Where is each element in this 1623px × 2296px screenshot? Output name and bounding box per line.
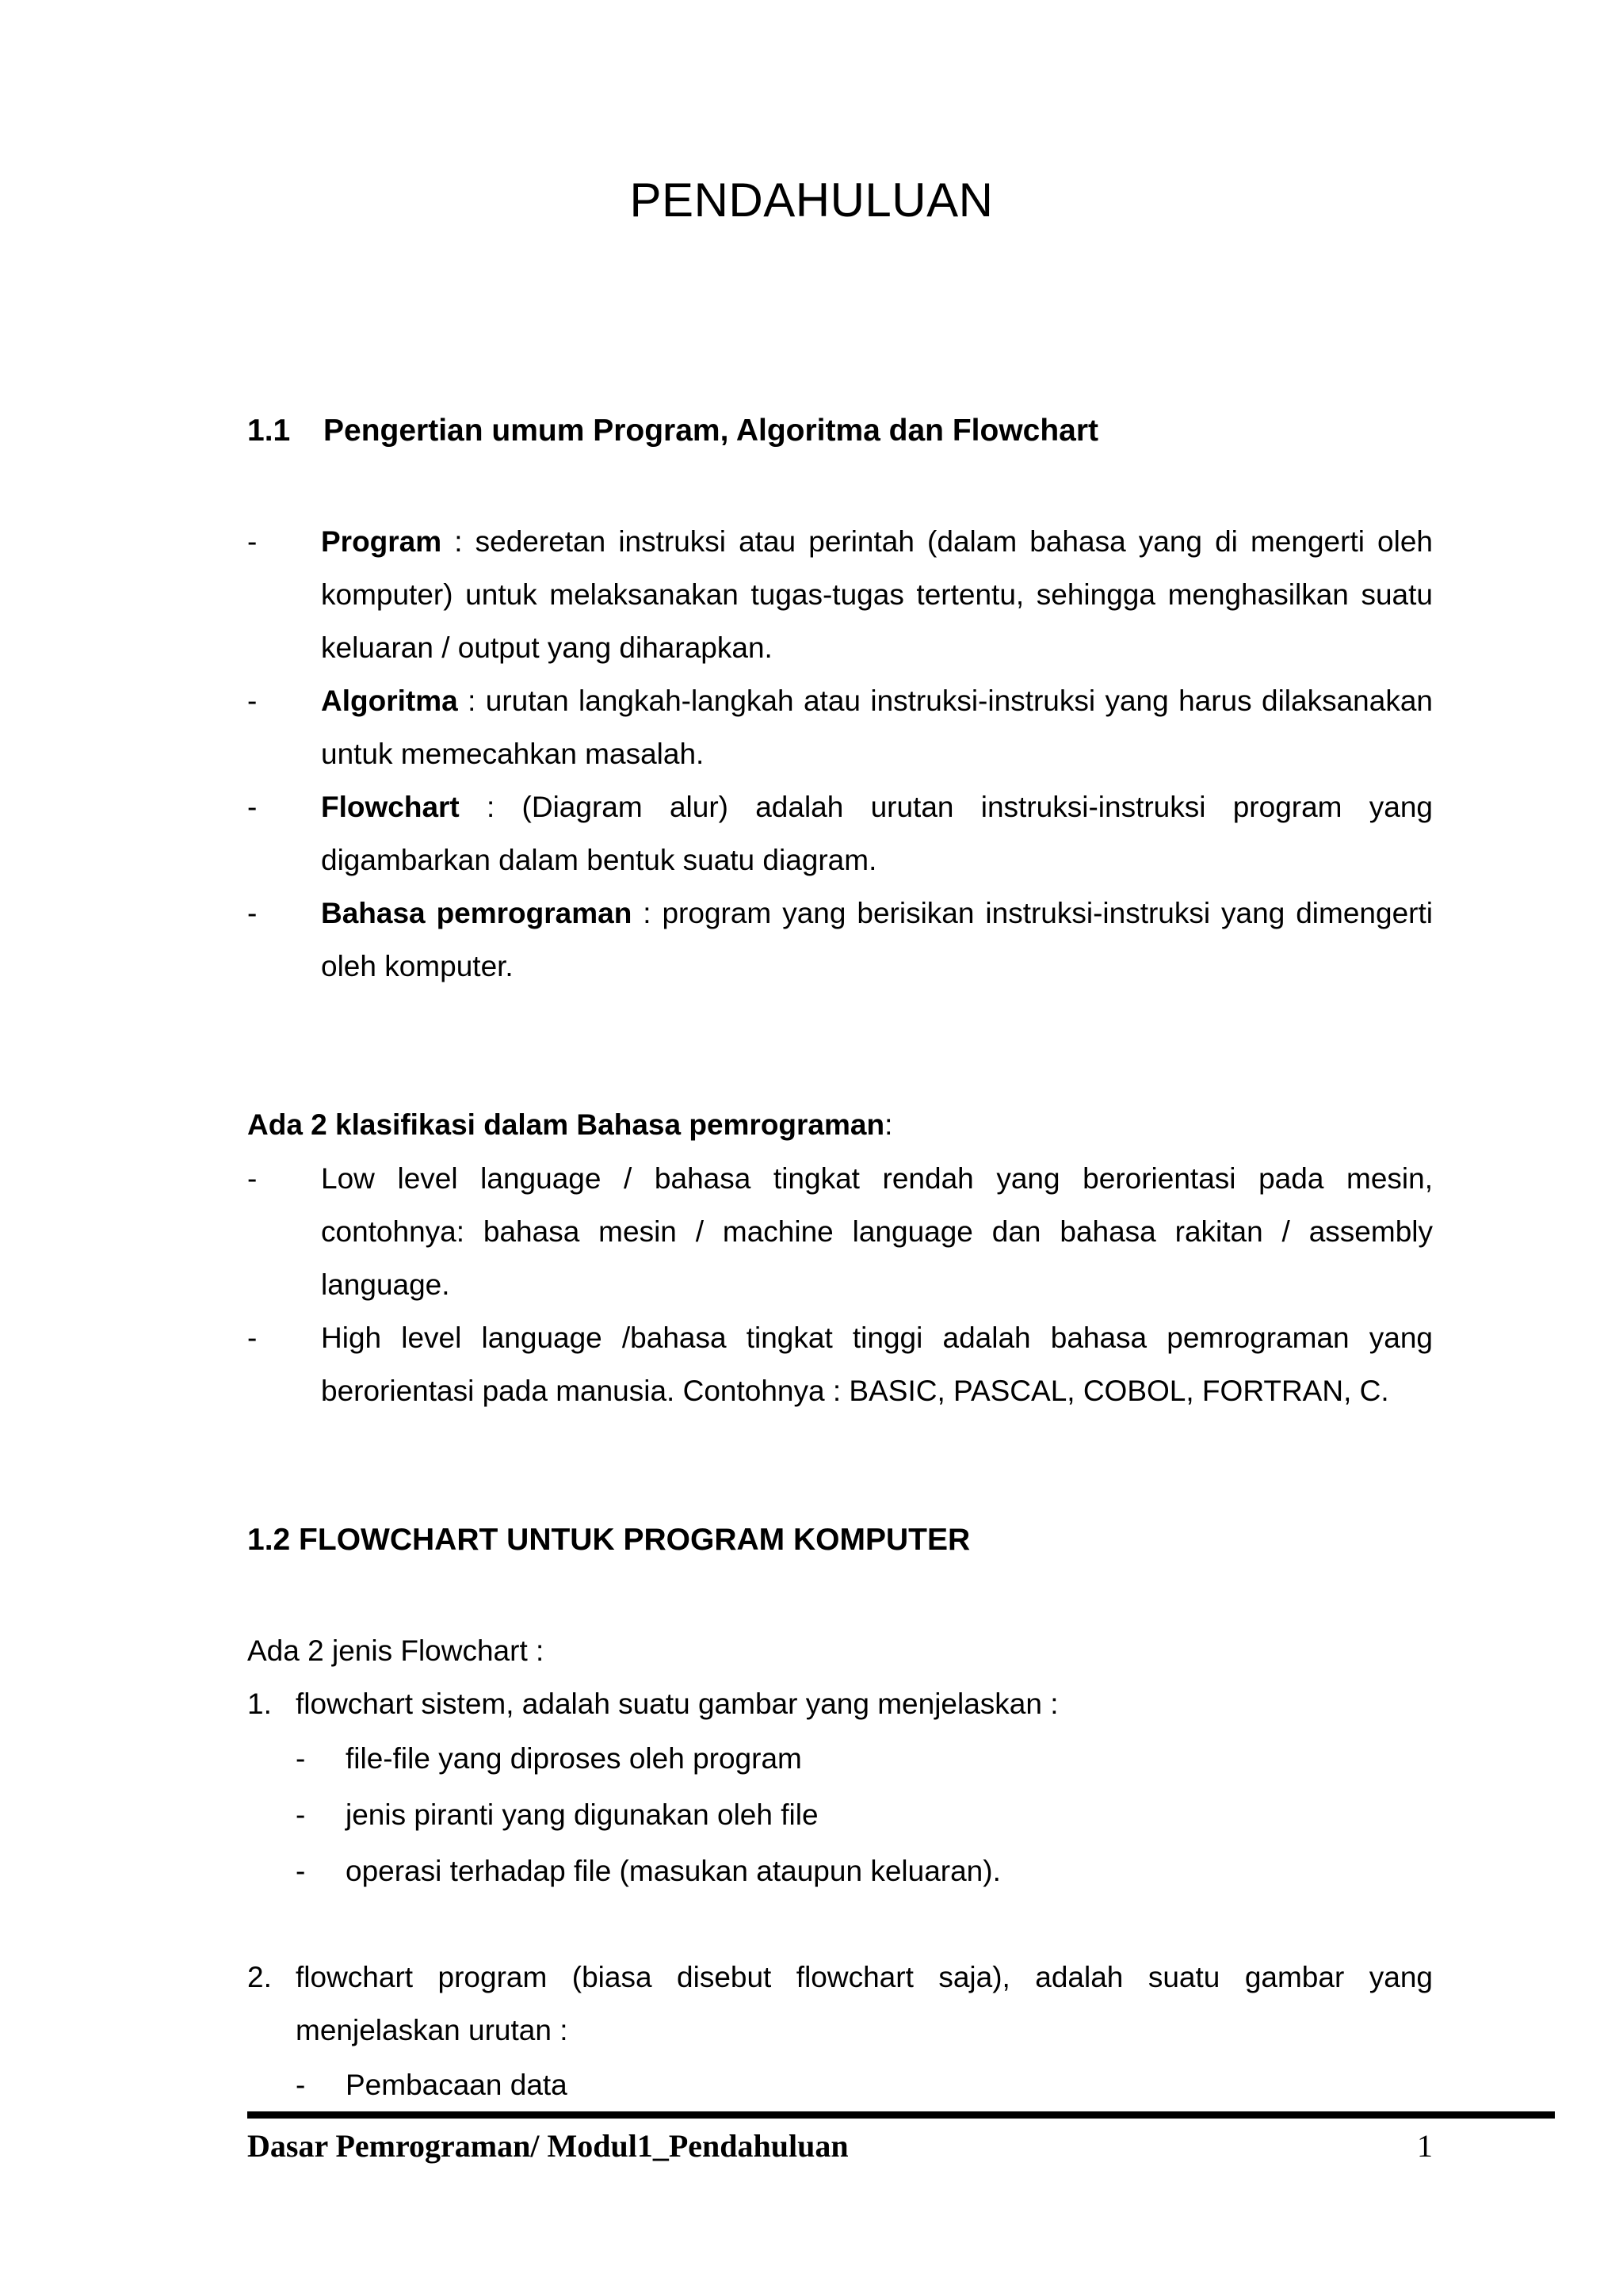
sub-item-text: file-file yang diproses oleh program bbox=[346, 1742, 802, 1775]
section-title: Pengertian umum Program, Algoritma dan Flowchart bbox=[323, 414, 1099, 448]
bullet-dash: - bbox=[247, 897, 258, 929]
classification-item bbox=[247, 1152, 1433, 1311]
item-number: 1. bbox=[247, 1688, 272, 1720]
sub-item bbox=[247, 2057, 1433, 2113]
section-1-1-heading bbox=[247, 414, 1098, 448]
bullet-dash: - bbox=[247, 685, 258, 717]
sub-item bbox=[247, 1843, 1433, 1899]
bullet-dash: - bbox=[296, 2069, 306, 2101]
flowchart-type-2 bbox=[247, 1951, 1433, 2113]
bullet-dash: - bbox=[296, 1798, 306, 1831]
numbered-item bbox=[247, 1677, 1433, 1730]
item-text: flowchart program (biasa disebut flowchart saja), adalah suatu gambar yang menjelaskan urutan : bbox=[296, 1961, 1433, 2046]
classification-heading-bold: Ada 2 klasifikasi dalam Bahasa pemrograman bbox=[247, 1108, 885, 1141]
item-text: flowchart sistem, adalah suatu gambar yang menjelaskan : bbox=[296, 1688, 1059, 1720]
bullet-dash: - bbox=[247, 525, 258, 558]
definition-item bbox=[247, 780, 1433, 887]
footer-module-title: Dasar Pemrograman/ Modul1_Pendahuluan bbox=[247, 2128, 849, 2164]
item-number: 2. bbox=[247, 1961, 272, 1993]
definition-item bbox=[247, 515, 1433, 674]
definition-text: : sederetan instruksi atau perintah (dalam bahasa yang di mengerti oleh komputer) untuk melaksanakan tugas-tugas tertentu, sehingga menghasilkan suatu keluaran / output yang diharapkan. bbox=[321, 525, 1433, 664]
sub-item-text: Pembacaan data bbox=[346, 2069, 567, 2101]
page-number: 1 bbox=[1417, 2128, 1433, 2164]
definition-term: Bahasa pemrograman bbox=[321, 897, 632, 929]
classification-list bbox=[247, 1152, 1433, 1417]
definition-item bbox=[247, 674, 1433, 780]
definition-text: : program yang berisikan instruksi-instruksi yang dimengerti oleh komputer. bbox=[321, 897, 1433, 982]
sub-item bbox=[247, 1787, 1433, 1843]
classification-heading bbox=[247, 1098, 892, 1151]
bullet-dash: - bbox=[296, 1742, 306, 1775]
definition-text: : (Diagram alur) adalah urutan instruksi-instruksi program yang digambarkan dalam bentuk suatu diagram. bbox=[321, 791, 1433, 876]
bullet-dash: - bbox=[247, 1322, 258, 1354]
footer-divider bbox=[247, 2111, 1555, 2119]
classification-item bbox=[247, 1311, 1433, 1417]
definition-term: Program bbox=[321, 525, 442, 558]
sub-item-text: jenis piranti yang digunakan oleh file bbox=[346, 1798, 819, 1831]
page-title: PENDAHULUAN bbox=[629, 174, 994, 227]
definition-item bbox=[247, 887, 1433, 993]
definition-list bbox=[247, 515, 1433, 993]
section-1-2-heading: 1.2 FLOWCHART UNTUK PROGRAM KOMPUTER bbox=[247, 1523, 971, 1557]
sub-item bbox=[247, 1730, 1433, 1787]
classification-text: Low level language / bahasa tingkat rendah yang berorientasi pada mesin, contohnya: bahasa mesin / machine language dan bahasa rakitan / assembly language. bbox=[321, 1162, 1433, 1301]
classification-text: High level language /bahasa tingkat tinggi adalah bahasa pemrograman yang berorientasi pada manusia. Contohnya : BASIC, PASCAL, COBOL, FORTRAN, C. bbox=[321, 1322, 1433, 1407]
bullet-dash: - bbox=[247, 1162, 258, 1195]
section-number: 1.1 bbox=[247, 414, 291, 448]
classification-heading-colon: : bbox=[884, 1108, 893, 1141]
bullet-dash: - bbox=[296, 1855, 306, 1887]
sub-item-text: operasi terhadap file (masukan ataupun keluaran). bbox=[346, 1855, 1001, 1887]
flowchart-type-1 bbox=[247, 1677, 1433, 1899]
bullet-dash: - bbox=[247, 791, 258, 823]
definition-text: : urutan langkah-langkah atau instruksi-instruksi yang harus dilaksanakan untuk memecahkan masalah. bbox=[321, 685, 1433, 770]
definition-term: Flowchart bbox=[321, 791, 460, 823]
numbered-item bbox=[247, 1951, 1433, 2057]
definition-term: Algoritma bbox=[321, 685, 458, 717]
flowchart-types-intro: Ada 2 jenis Flowchart : bbox=[247, 1634, 544, 1667]
